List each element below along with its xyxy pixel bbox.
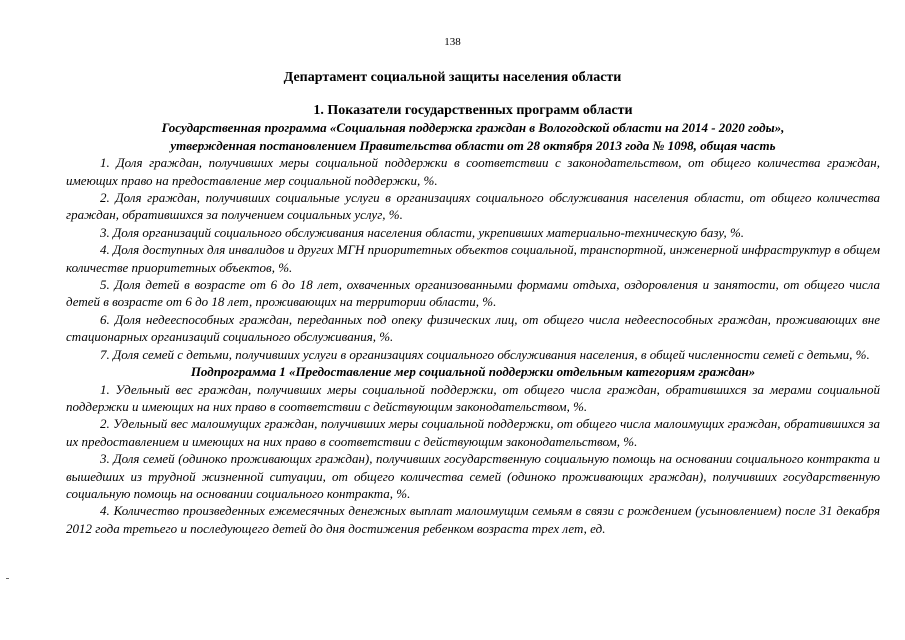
subprogram-title: Подпрограмма 1 «Предоставление мер социальной поддержки отдельным категориям граждан» <box>190 364 756 380</box>
program-item: 5. Доля детей в возрасте от 6 до 18 лет, охваченных организованными формами отдыха, оздоровления и занятости, от общего числа детей в возрасте от 6 до 18 лет, проживающих на территории области, %. <box>66 277 880 310</box>
program-item: 2. Доля граждан, получивших социальные услуги в организациях социального обслуживания населения области, от общего количества граждан, обратившихся за получением социальных услуг, %. <box>66 190 880 223</box>
department-title: Департамент социальной защиты населения области <box>283 70 622 85</box>
program-item: 3. Доля организаций социального обслуживания населения области, укрепивших материально-техническую базу, %. <box>100 224 745 240</box>
subprogram-item: 1. Удельный вес граждан, получивших меры социальной поддержки, от общего числа граждан, обратившихся за мерами социальной поддержки и имеющих на них право в соответствии с действующим законодательством, %. <box>66 381 880 414</box>
document-body <box>66 102 880 537</box>
section-title: 1. Показатели государственных программ области <box>313 103 633 118</box>
margin-mark <box>6 578 9 579</box>
program-title-line2: утвержденная постановлением Правительства области от 28 октября 2013 года № 1098, общая часть <box>170 137 776 153</box>
program-item: 6. Доля недееспособных граждан, переданных под опеку физических лиц, от общего числа недееспособных граждан, проживающих вне стационарных организаций социального обслуживания, %. <box>66 311 880 345</box>
program-item: 7. Доля семей с детьми, получивших услуги в организациях социального обслуживания населения, в общей численности семей с детьми, %. <box>100 346 870 362</box>
program-item: 4. Доля доступных для инвалидов и других МГН приоритетных объектов социальной, транспортной, инженерной инфраструктур в общем количестве приоритетных объектов, %. <box>66 242 880 275</box>
page-number: 138 <box>444 36 461 48</box>
subprogram-item: 2. Удельный вес малоимущих граждан, получивших меры социальной поддержки, от общего числа малоимущих граждан, обратившихся за их предоставлением и имеющих на них право в соответствии с действующим законодательством, %. <box>66 416 880 449</box>
program-item: 1. Доля граждан, получивших меры социальной поддержки в соответствии с законодательством, от общего количества граждан, имеющих право на предоставление мер социальной поддержки, %. <box>66 155 880 188</box>
program-title-line1: Государственная программа «Социальная поддержка граждан в Вологодской области на 2014 - 2020 годы», <box>161 120 785 136</box>
subprogram-item: 4. Количество произведенных ежемесячных денежных выплат малоимущим семьям в связи с рождением (усыновлением) после 31 декабря 2012 года третьего и последующего детей до дня достижения ребенком возраста трех лет, ед. <box>66 503 880 536</box>
subprogram-item: 3. Доля семей (одиноко проживающих граждан), получивших государственную социальную помощь на основании социального контракта и вышедших из трудной жизненной ситуации, от общего количества семей (одиноко проживающих граждан), получивших государственную социальную помощь на основании социального контракта, %. <box>66 451 880 501</box>
